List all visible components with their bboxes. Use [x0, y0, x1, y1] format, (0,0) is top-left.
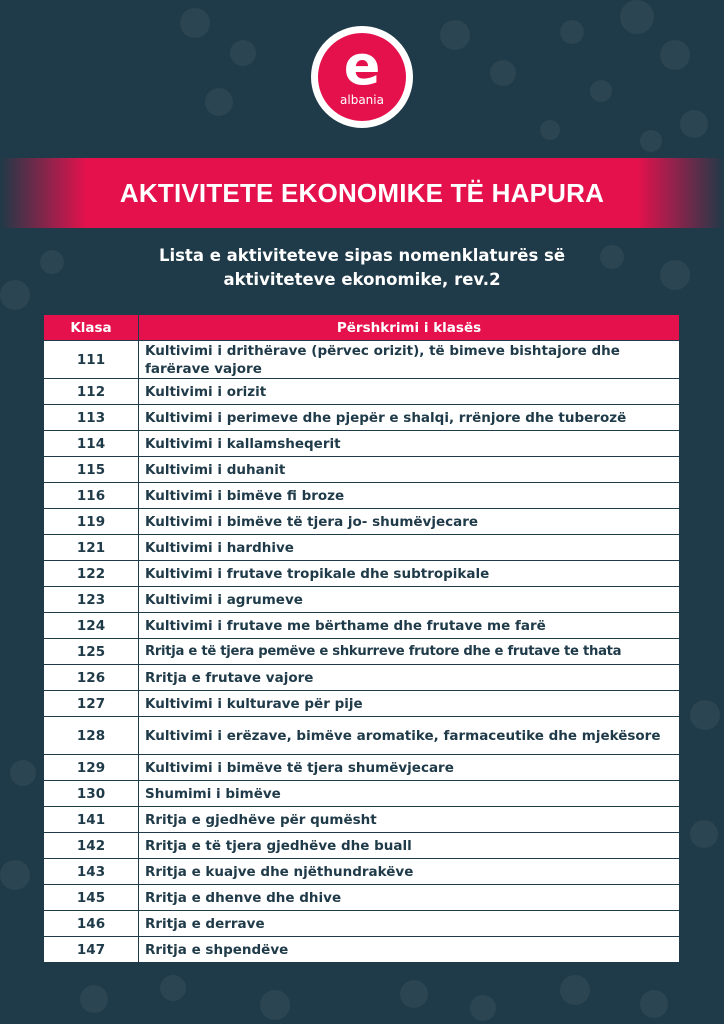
subtitle-line-1: Lista e aktiviteteve sipas nomenklaturës së: [158, 246, 566, 265]
class-description: Kultivimi i bimëve të tjera shumëvjecare: [139, 755, 680, 781]
class-description: Kultivimi i duhanit: [139, 457, 680, 483]
class-code: 130: [44, 781, 139, 807]
table-row: [44, 717, 680, 755]
class-description: Rritja e dhenve dhe dhive: [139, 885, 680, 911]
class-description: Rritja e gjedhëve për qumësht: [139, 807, 680, 833]
class-code: 116: [44, 483, 139, 509]
table-row: [44, 755, 680, 781]
class-description: Kultivimi i bimëve fi broze: [139, 483, 680, 509]
subtitle: [0, 244, 724, 292]
class-description: Kultivimi i frutave me bërthame dhe frutave me farë: [139, 613, 680, 639]
class-description: Kultivimi i kulturave për pije: [139, 691, 680, 717]
subtitle-line-2: aktiviteteve ekonomike, rev.2: [223, 270, 501, 289]
class-description: Kultivimi i agrumeve: [139, 587, 680, 613]
class-description: Kultivimi i bimëve të tjera jo- shumëvjecare: [139, 509, 680, 535]
class-description: Kultivimi i hardhive: [139, 535, 680, 561]
class-description: Kultivimi i orizit: [139, 379, 680, 405]
class-code: 114: [44, 431, 139, 457]
logo-letter: e: [343, 34, 381, 97]
table-row: [44, 341, 680, 379]
class-code: 143: [44, 859, 139, 885]
table-row: [44, 561, 680, 587]
class-description: Kultivimi i frutave tropikale dhe subtropikale: [139, 561, 680, 587]
table-row: [44, 613, 680, 639]
table-row: [44, 781, 680, 807]
table-row: [44, 665, 680, 691]
class-code: 112: [44, 379, 139, 405]
class-code: 128: [44, 717, 139, 755]
class-code: 123: [44, 587, 139, 613]
table-row: [44, 379, 680, 405]
class-description: Kultivimi i drithërave (përvec orizit), të bimeve bishtajore dhe farërave vajore: [139, 341, 680, 379]
class-code: 126: [44, 665, 139, 691]
e-albania-logo: [311, 26, 413, 128]
class-code: 125: [44, 639, 139, 665]
class-code: 145: [44, 885, 139, 911]
table-row: [44, 885, 680, 911]
class-description: Rritja e kuajve dhe njëthundrakëve: [139, 859, 680, 885]
class-code: 142: [44, 833, 139, 859]
table-row: [44, 833, 680, 859]
class-code: 111: [44, 341, 139, 379]
table-row: [44, 405, 680, 431]
header-description: Përshkrimi i klasës: [139, 315, 680, 341]
class-code: 113: [44, 405, 139, 431]
table-row: [44, 859, 680, 885]
class-description: Kultivimi i erëzave, bimëve aromatike, farmaceutike dhe mjekësore: [139, 717, 680, 755]
table-row: [44, 431, 680, 457]
table-row: [44, 535, 680, 561]
class-description: Shumimi i bimëve: [139, 781, 680, 807]
class-code: 121: [44, 535, 139, 561]
class-code: 141: [44, 807, 139, 833]
class-description: Rritja e frutave vajore: [139, 665, 680, 691]
class-code: 129: [44, 755, 139, 781]
table-row: [44, 509, 680, 535]
table-row: [44, 937, 680, 963]
class-description: Rritja e të tjera gjedhëve dhe buall: [139, 833, 680, 859]
title-banner: [0, 158, 724, 228]
class-code: 119: [44, 509, 139, 535]
table-header-row: [44, 315, 680, 341]
table-row: [44, 639, 680, 665]
class-code: 124: [44, 613, 139, 639]
class-code: 147: [44, 937, 139, 963]
table-row: [44, 457, 680, 483]
class-code: 146: [44, 911, 139, 937]
class-code: 127: [44, 691, 139, 717]
table-row: [44, 807, 680, 833]
logo-text: albania: [340, 93, 384, 107]
header-code: Klasa: [44, 315, 139, 341]
class-description: Kultivimi i perimeve dhe pjepër e shalqi, rrënjore dhe tuberozë: [139, 405, 680, 431]
table-row: [44, 483, 680, 509]
table-row: [44, 911, 680, 937]
table-row: [44, 587, 680, 613]
class-description: Rritja e të tjera pemëve e shkurreve frutore dhe e frutave te thata: [139, 639, 680, 665]
class-code: 122: [44, 561, 139, 587]
class-code: 115: [44, 457, 139, 483]
table-row: [44, 691, 680, 717]
page-title: AKTIVITETE EKONOMIKE TË HAPURA: [119, 177, 605, 208]
activities-table: [43, 314, 680, 963]
class-description: Kultivimi i kallamsheqerit: [139, 431, 680, 457]
class-description: Rritja e shpendëve: [139, 937, 680, 963]
class-description: Rritja e derrave: [139, 911, 680, 937]
